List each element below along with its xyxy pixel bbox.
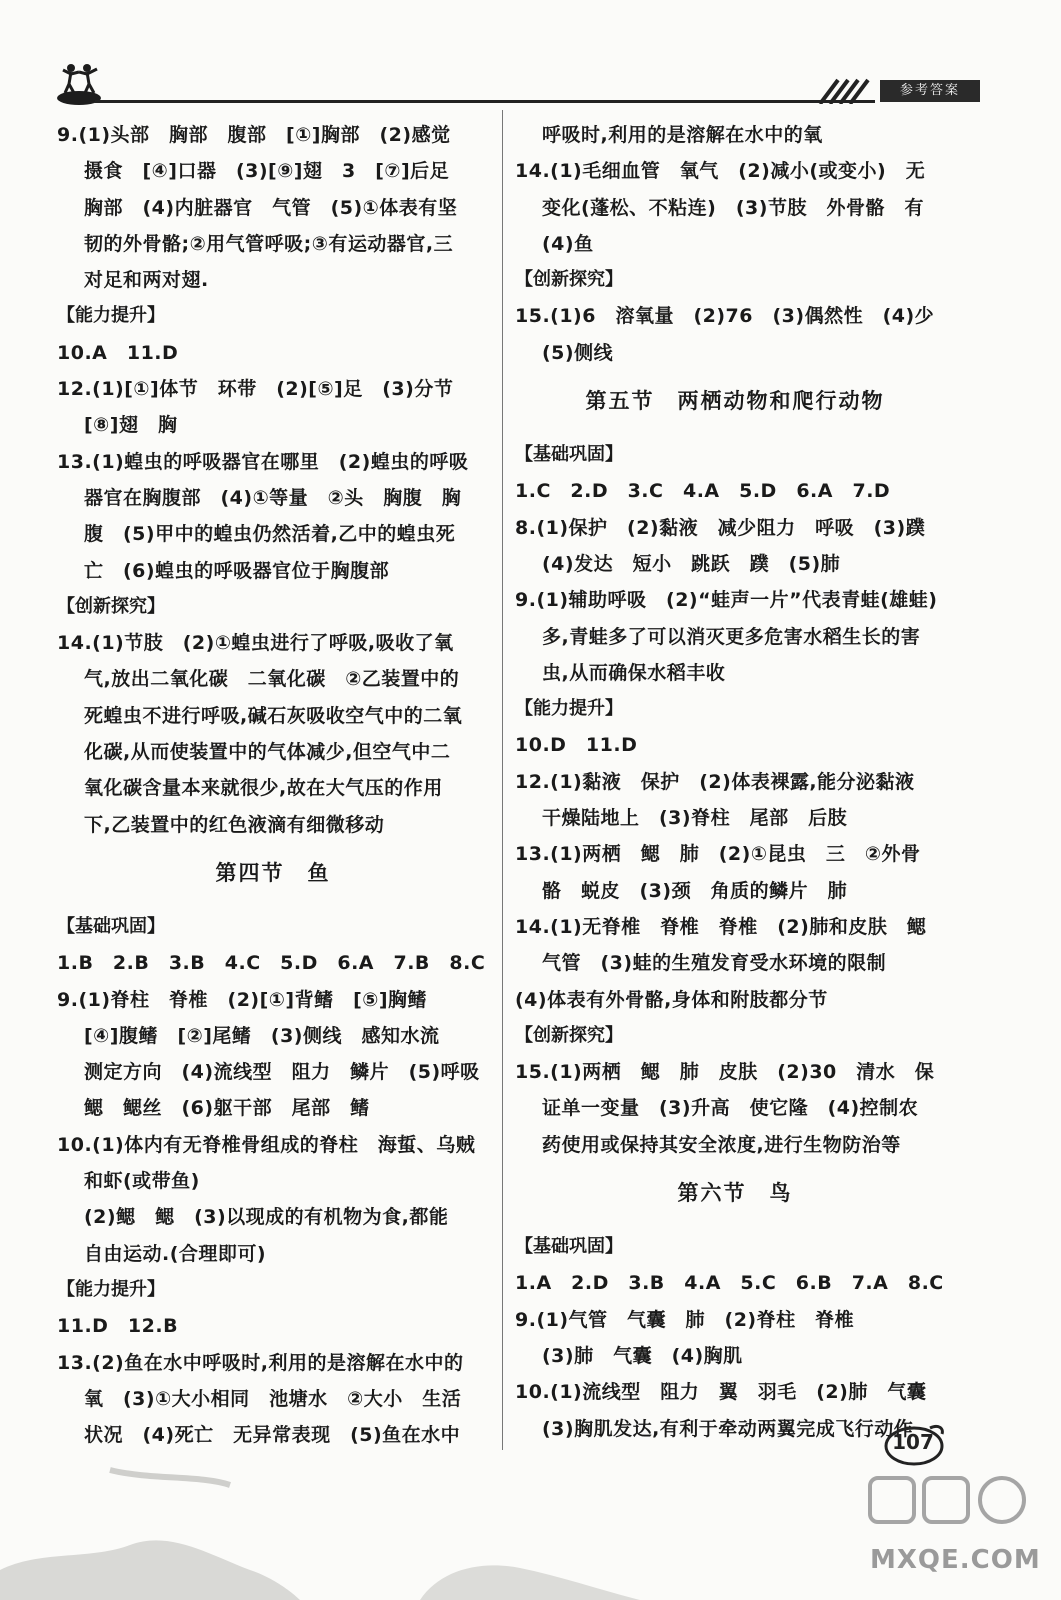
answer-line: 11.D 12.B	[57, 1315, 179, 1338]
answer-line: (4)发达 短小 跳跃 蹼 (5)肺	[542, 552, 841, 575]
answer-line: 对足和两对翅.	[84, 269, 209, 292]
answer-line: 状况 (4)死亡 无异常表现 (5)鱼在水中	[84, 1424, 461, 1447]
answer-line: 氧 (3)①大小相同 池塘水 ②大小 生活	[84, 1387, 462, 1410]
answer-line: 13.(1)蝗虫的呼吸器官在哪里 (2)蝗虫的呼吸	[57, 450, 469, 473]
answer-line: 呼吸时,利用的是溶解在水中的氧	[542, 124, 823, 146]
page-header	[55, 60, 960, 110]
answer-line: 14.(1)毛细血管 氧气 (2)减小(或变小) 无	[515, 160, 926, 183]
answer-line: 自由运动.(合理即可)	[84, 1242, 267, 1265]
answer-line: 摄食 [④]口器 (3)[⑨]翅 3 [⑦]后足	[84, 160, 450, 183]
header-rule	[95, 100, 875, 103]
answer-line: 气,放出二氧化碳 二氧化碳 ②乙装置中的	[84, 668, 460, 691]
section-label: 【能力提升】	[57, 305, 165, 327]
answer-line: 13.(1)两栖 鳃 肺 (2)①昆虫 三 ②外骨	[515, 843, 921, 866]
answer-line: 15.(1)两栖 鳃 肺 皮肤 (2)30 清水 保	[515, 1061, 935, 1084]
section-label: 【基础巩固】	[57, 915, 165, 937]
answer-line: (4)体表有外骨骼,身体和附肢都分节	[515, 988, 828, 1011]
answer-line: 9.(1)辅助呼吸 (2)“蛙声一片”代表青蛙(雄蛙)	[515, 589, 938, 612]
scan-smudge	[0, 1450, 700, 1600]
section-title: 第五节 两栖动物和爬行动物	[585, 389, 885, 414]
answer-line: [④]腹鳍 [②]尾鳍 (3)侧线 感知水流	[84, 1024, 440, 1047]
answer-line: 10.(1)体内有无脊椎骨组成的脊柱 海蜇、乌贼	[57, 1133, 476, 1156]
answer-line: 13.(2)鱼在水中呼吸时,利用的是溶解在水中的	[57, 1351, 464, 1374]
answer-line: (5)侧线	[542, 341, 614, 364]
section-label: 【创新探究】	[515, 269, 623, 291]
answer-line: 胸部 (4)内脏器官 气管 (5)①体表有坚	[84, 196, 458, 219]
answer-line: 12.(1)[①]体节 环带 (2)[⑤]足 (3)分节	[57, 378, 454, 401]
section-label: 【创新探究】	[57, 595, 165, 617]
section-label: 【能力提升】	[515, 698, 623, 720]
answer-line: (3)肺 气囊 (4)胸肌	[542, 1344, 743, 1367]
answer-line: 证单一变量 (3)升高 使它隆 (4)控制农	[542, 1097, 919, 1120]
answer-line: 虫,从而确保水稻丰收	[542, 661, 726, 684]
answer-line: 8.(1)保护 (2)黏液 减少阻力 呼吸 (3)蹼	[515, 516, 926, 539]
answer-line: 9.(1)气管 气囊 肺 (2)脊柱 脊椎	[515, 1308, 855, 1331]
answer-line: 15.(1)6 溶氧量 (2)76 (3)偶然性 (4)少	[515, 305, 935, 328]
answer-line: 气管 (3)蛙的生殖发育受水环境的限制	[542, 952, 887, 975]
header-tag: 参考答案	[880, 80, 980, 102]
answer-line: 10.D 11.D	[515, 734, 638, 757]
page-number: 107	[892, 1430, 934, 1454]
section-title: 第四节 鱼	[215, 860, 331, 885]
slashes-decoration-icon	[810, 78, 880, 104]
section-label: 【基础巩固】	[515, 444, 623, 466]
answer-line: 9.(1)脊柱 脊椎 (2)[①]背鳍 [⑤]胸鳍	[57, 988, 428, 1011]
answer-line: 氧化碳含量本来就很少,故在大气压的作用	[84, 777, 443, 800]
section-label: 【基础巩固】	[515, 1236, 623, 1258]
answer-line: 变化(蓬松、不粘连) (3)节肢 外骨骼 有	[542, 196, 924, 219]
answer-line: 14.(1)无脊椎 脊椎 脊椎 (2)肺和皮肤 鳃	[515, 915, 927, 938]
watermark-text: MXQE.COM	[870, 1545, 1041, 1575]
answer-line: 鳃 鳃丝 (6)躯干部 尾部 鳍	[84, 1097, 370, 1120]
answer-line: 9.(1)头部 胸部 腹部 [①]胸部 (2)感觉	[57, 124, 451, 146]
answer-line: 器官在胸腹部 (4)①等量 ②头 胸腹 胸	[84, 486, 462, 509]
answer-line: 1.A 2.D 3.B 4.A 5.C 6.B 7.A 8.C	[515, 1272, 944, 1295]
answer-line: 1.B 2.B 3.B 4.C 5.D 6.A 7.B 8.C	[57, 952, 486, 975]
answer-line: 测定方向 (4)流线型 阻力 鳞片 (5)呼吸	[84, 1061, 480, 1084]
answer-line: 干燥陆地上 (3)脊柱 尾部 后肢	[542, 807, 848, 830]
answer-line: 和虾(或带鱼)	[84, 1170, 200, 1193]
right-column	[515, 117, 955, 1447]
answer-line: (4)鱼	[542, 232, 594, 255]
answer-line: (2)鳃 鳃 (3)以现成的有机物为食,都能	[84, 1206, 449, 1229]
column-divider	[502, 110, 503, 1450]
answer-line: 14.(1)节肢 (2)①蝗虫进行了呼吸,吸收了氧	[57, 632, 454, 655]
answer-line: 骼 蜕皮 (3)颈 角质的鳞片 肺	[542, 879, 848, 902]
answer-line: 1.C 2.D 3.C 4.A 5.D 6.A 7.D	[515, 480, 891, 503]
answer-line: 化碳,从而使装置中的气体减少,但空气中二	[84, 741, 451, 764]
answer-line: 药使用或保持其安全浓度,进行生物防治等	[542, 1133, 901, 1156]
section-label: 【能力提升】	[57, 1278, 165, 1300]
answer-line: [⑧]翅 胸	[84, 414, 178, 437]
section-title: 第六节 鸟	[677, 1181, 793, 1206]
answer-line: 腹 (5)甲中的蝗虫仍然活着,乙中的蝗虫死	[84, 523, 456, 546]
answer-line: 死蝗虫不进行呼吸,碱石灰吸收空气中的二氧	[84, 704, 463, 727]
answer-line: 10.A 11.D	[57, 341, 179, 364]
answer-line: 12.(1)黏液 保护 (2)体表裸露,能分泌黏液	[515, 770, 915, 793]
answer-line: 10.(1)流线型 阻力 翼 羽毛 (2)肺 气囊	[515, 1381, 927, 1404]
left-column	[57, 117, 489, 1453]
answer-line: 亡 (6)蝗虫的呼吸器官位于胸腹部	[84, 559, 390, 582]
section-label: 【创新探究】	[515, 1024, 623, 1046]
answer-line: 韧的外骨骼;②用气管呼吸;③有运动器官,三	[84, 232, 454, 255]
answer-line: 多,青蛙多了可以消灭更多危害水稻生长的害	[542, 625, 921, 648]
answer-line: 下,乙装置中的红色液滴有细微移动	[84, 813, 385, 836]
answer-line: (3)胸肌发达,有利于牵动两翼完成飞行动作	[542, 1417, 914, 1440]
